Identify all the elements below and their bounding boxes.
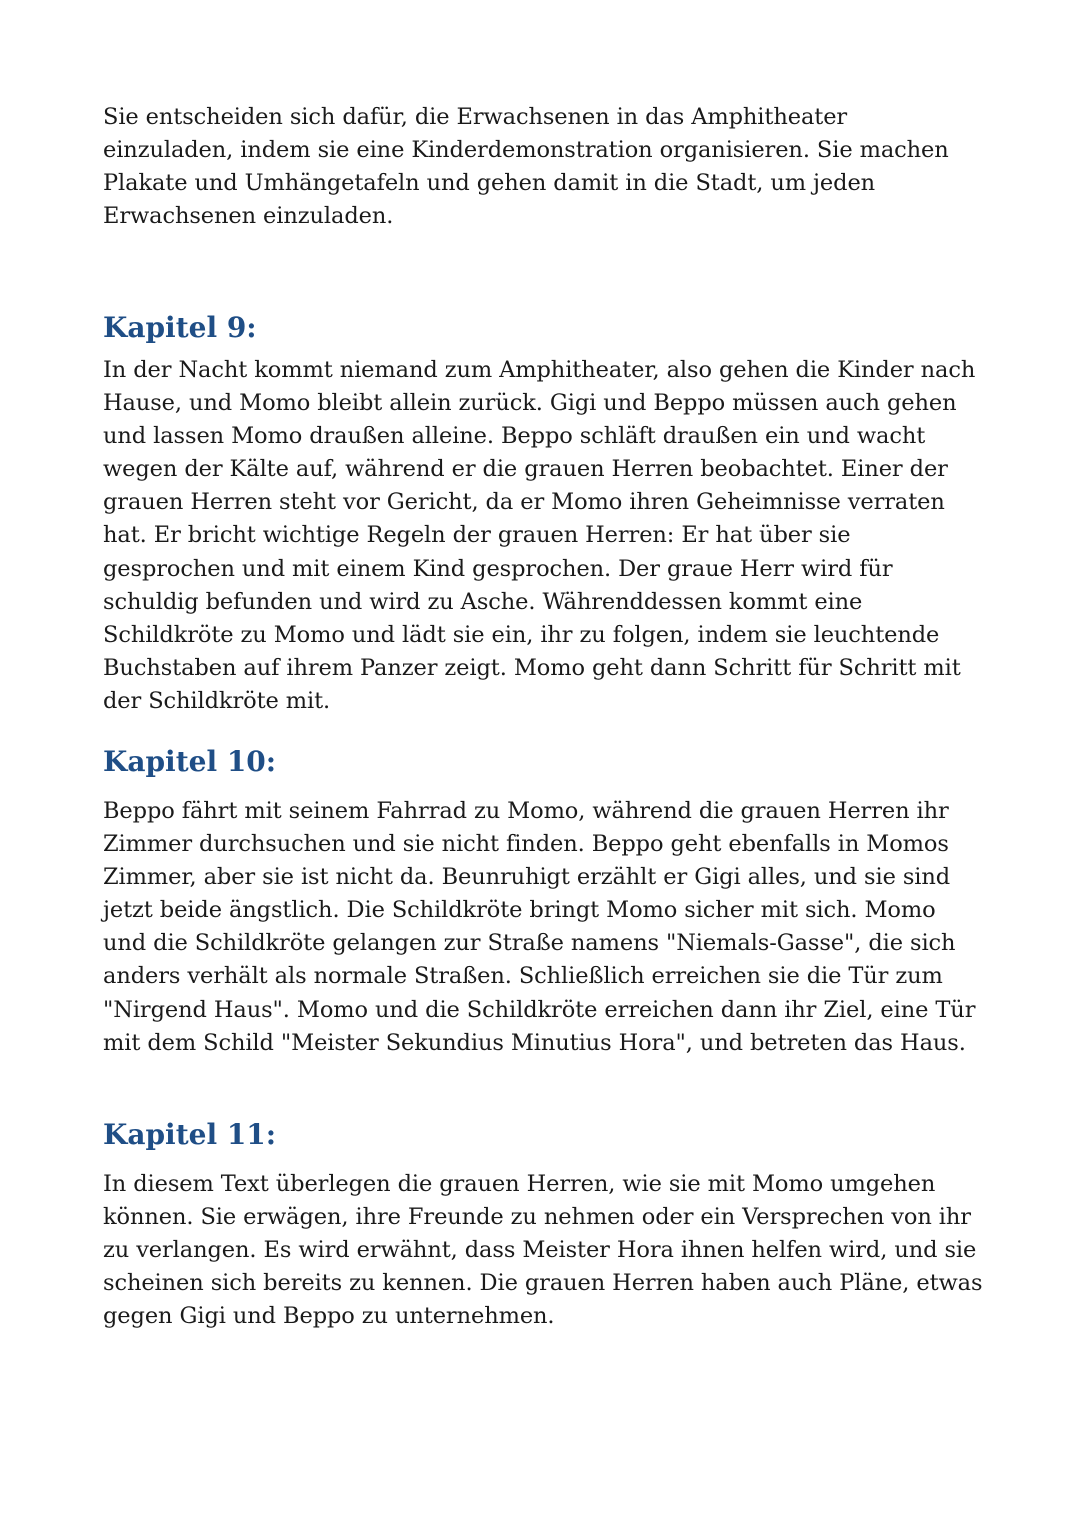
chapter-9-paragraph: In der Nacht kommt niemand zum Amphitheater, also gehen die Kinder nach Hause, und Momo bleibt allein zurück. Gigi und Beppo müssen auch gehen und lassen Momo draußen alleine. Beppo schläft draußen ein und wacht wegen der Kälte auf, während er die grauen Herren beobachtet. Einer der grauen Herren steht vor Gericht, da er Momo ihren Geheimnisse verraten hat. Er bricht wichtige Regeln der grauen Herren: Er hat über sie gesprochen und mit einem Kind gesprochen. Der graue Herr wird für schuldig befunden und wird zu Asche. Währenddessen kommt eine Schildkröte zu Momo und lädt sie ein, ihr zu folgen, indem sie leuchtende Buchstaben auf ihrem Panzer zeigt. Momo geht dann Schritt für Schritt mit der Schildkröte mit. <box>103 357 976 714</box>
chapter-10-paragraph: Beppo fährt mit seinem Fahrrad zu Momo, während die grauen Herren ihr Zimmer durchsuchen und sie nicht finden. Beppo geht ebenfalls in Momos Zimmer, aber sie ist nicht da. Beunruhigt erzählt er Gigi alles, und sie sind jetzt beide ängstlich. Die Schildkröte bringt Momo sicher mit sich. Momo und die Schildkröte gelangen zur Straße namens "Niemals-Gasse", die sich anders verhält als normale Straßen. Schließlich erreichen sie die Tür zum "Nirgend Haus". Momo und die Schildkröte erreichen dann ihr Ziel, eine Tür mit dem Schild "Meister Sekundius Minutius Hora", und betreten das Haus. <box>103 798 976 1056</box>
chapter-9-heading: Kapitel 9: <box>103 311 257 344</box>
intro-paragraph: Sie entscheiden sich dafür, die Erwachsenen in das Amphitheater einzuladen, indem sie eine Kinderdemonstration organisieren. Sie machen Plakate und Umhängetafeln und gehen damit in die Stadt, um jeden Erwachsenen einzuladen. <box>103 104 949 230</box>
chapter-11-paragraph: In diesem Text überlegen die grauen Herren, wie sie mit Momo umgehen können. Sie erwägen, ihre Freunde zu nehmen oder ein Versprechen von ihr zu verlangen. Es wird erwähnt, dass Meister Hora ihnen helfen wird, und sie scheinen sich bereits zu kennen. Die grauen Herren haben auch Pläne, etwas gegen Gigi und Beppo zu unternehmen. <box>103 1171 983 1330</box>
chapter-10-heading: Kapitel 10: <box>103 745 277 778</box>
chapter-11-heading: Kapitel 11: <box>103 1118 277 1151</box>
